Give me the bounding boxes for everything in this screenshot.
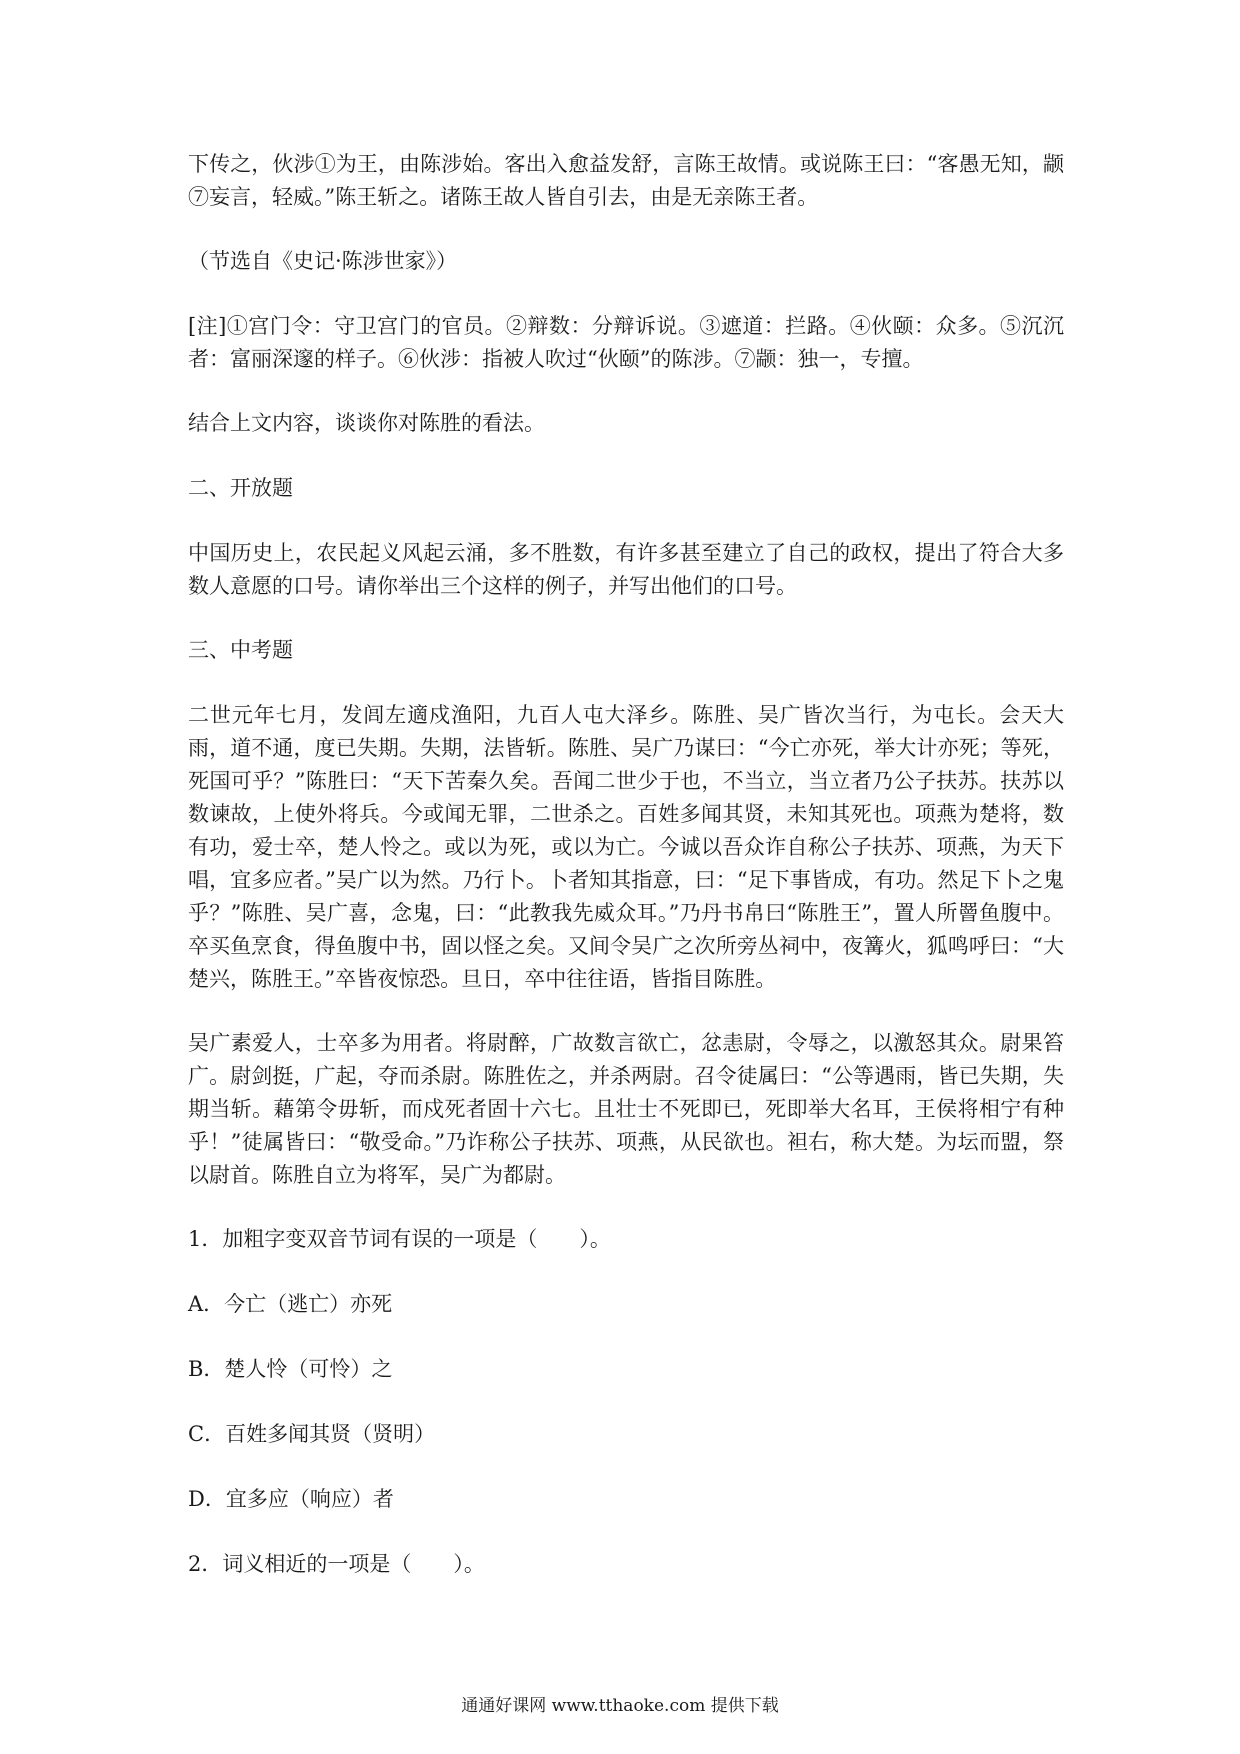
- section-heading-exam-question: 三、中考题: [188, 638, 293, 662]
- question-1-option-d: D．宜多应（响应）者: [188, 1487, 394, 1511]
- exam-passage-paragraph-1: 二世元年七月，发闾左適戍渔阳，九百人屯大泽乡。陈胜、吴广皆次当行，为屯长。会天大雨，道不通，度已失期。失期，法皆斩。陈胜、吴广乃谋曰：“今亡亦死，举大计亦死；等死，死国可乎？”陈胜曰：“天下苦秦久矣。吾闻二世少于也，不当立，当立者乃公子扶苏。扶苏以数谏故，上使外将兵。今或闻无罪，二世杀之。百姓多闻其贤，未知其死也。项燕为楚将，数有功，爱士卒，楚人怜之。或以为死，或以为亡。今诚以吾众诈自称公子扶苏、项燕，为天下唱，宜多应者。”吴广以为然。乃行卜。卜者知其指意，曰：“足下事皆成，有功。然足下卜之鬼乎？”陈胜、吴广喜，念鬼，曰：“此教我先威众耳。”乃丹书帛曰“陈胜王”，置人所罾鱼腹中。卒买鱼烹食，得鱼腹中书，固以怪之矣。又间令吴广之次所旁丛祠中，夜篝火，狐鸣呼曰：“大楚兴，陈胜王。”卒皆夜惊恐。旦日，卒中往往语，皆指目陈胜。: [188, 703, 1064, 991]
- exam-passage-paragraph-2: 吴广素爱人，士卒多为用者。将尉醉，广故数言欲亡，忿恚尉，令辱之，以激怒其众。尉果笞广。尉剑挺，广起，夺而杀尉。陈胜佐之，并杀两尉。召令徒属曰：“公等遇雨，皆已失期，失期当斩。藉第令毋斩，而戍死者固十六七。且壮士不死即已，死即举大名耳，王侯将相宁有种乎！”徒属皆曰：“敬受命。”乃诈称公子扶苏、项燕，从民欲也。袒右，称大楚。为坛而盟，祭以尉首。陈胜自立为将军，吴广为都尉。: [188, 1031, 1064, 1187]
- passage-ending-paragraph: 下传之，伙涉①为王，由陈涉始。客出入愈益发舒，言陈王故情。或说陈王曰：“客愚无知，颛⑦妄言，轻威。”陈王斩之。诸陈王故人皆自引去，由是无亲陈王者。: [188, 152, 1064, 209]
- page-footer: 通通好课网 www.tthaoke.com 提供下载: [461, 1696, 779, 1716]
- annotation-notes: [注]①宫门令：守卫宫门的官员。②辩数：分辩诉说。③遮道：拦路。④伙颐：众多。⑤沉沉者：富丽深邃的样子。⑥伙涉：指被人吹过“伙颐”的陈涉。⑦颛：独一，专擅。: [188, 314, 1064, 371]
- section-heading-open-question: 二、开放题: [188, 476, 293, 500]
- question-prompt: 结合上文内容，谈谈你对陈胜的看法。: [188, 411, 545, 435]
- document-body: [188, 148, 1064, 1613]
- open-question-text: 中国历史上，农民起义风起云涌，多不胜数，有许多甚至建立了自己的政权，提出了符合大多数人意愿的口号。请你举出三个这样的例子，并写出他们的口号。: [188, 541, 1064, 598]
- question-1-option-a: A．今亡（逃亡）亦死: [188, 1292, 393, 1316]
- question-1-option-c: C．百姓多闻其贤（贤明）: [188, 1422, 436, 1446]
- source-citation: （节选自《史记·陈涉世家》）: [188, 249, 458, 273]
- question-1: 1．加粗字变双音节词有误的一项是（ ）。: [188, 1227, 611, 1251]
- question-1-option-b: B．楚人怜（可怜）之: [188, 1357, 393, 1381]
- question-2: 2．词义相近的一项是（ ）。: [188, 1552, 485, 1576]
